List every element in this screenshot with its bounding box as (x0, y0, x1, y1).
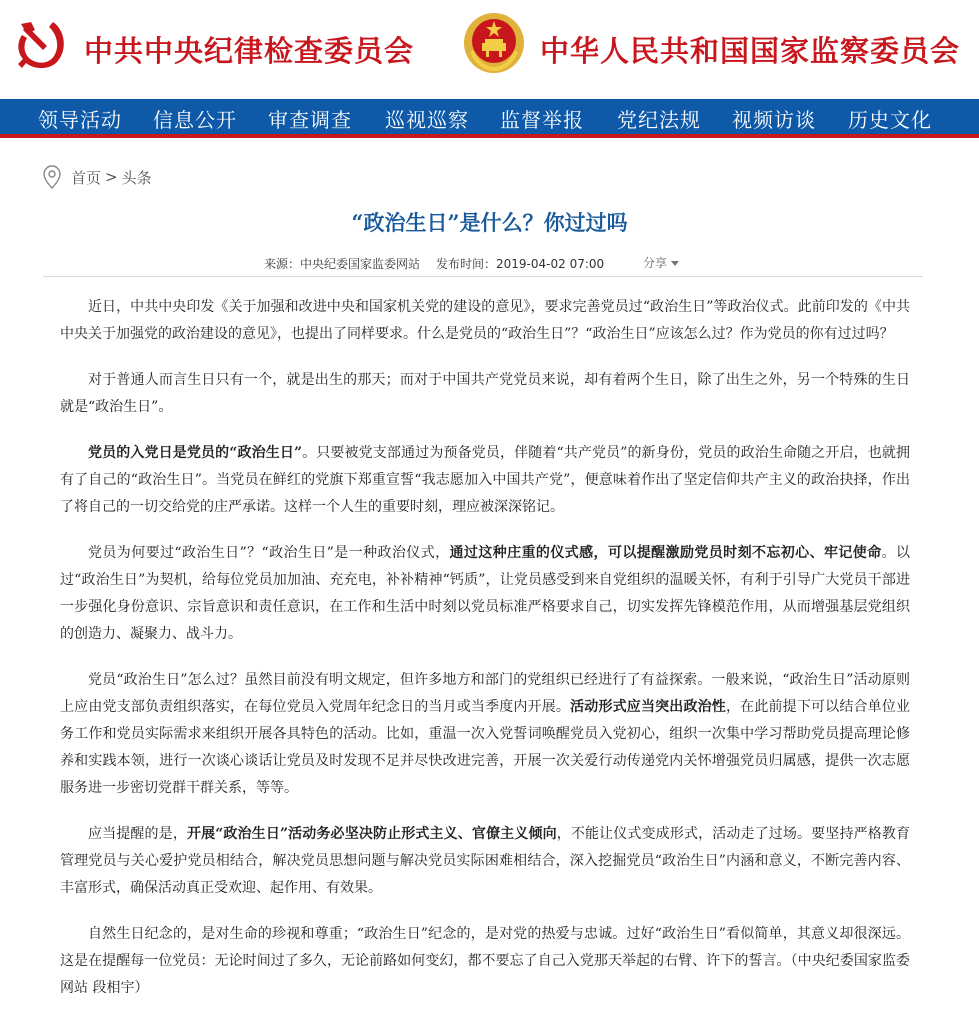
brand-ccdi-title[interactable]: 中共中央纪律检查委员会 (84, 34, 415, 68)
paragraph-text: 党员“政治生日”怎么过？虽然目前没有明文规定，但许多地方和部门的党组织已经进行了有益探索。一般来说，“政治生日”活动原则上应由党支部负责组织落实，在每位党员入党周年纪念日的当月或当季度内开展。 (60, 672, 910, 715)
paragraph-text: 党员为何要过“政治生日”？“政治生日”是一种政治仪式， (88, 545, 450, 561)
location-pin-icon (43, 165, 61, 189)
share-button[interactable] (643, 254, 679, 271)
paragraph-bold-text: 活动形式应当突出政治性 (570, 699, 726, 715)
paragraph-bold-text: 通过这种庄重的仪式感，可以提醒激励党员时刻不忘初心、牢记使命 (449, 545, 882, 561)
article-source (264, 255, 420, 272)
main-nav (0, 99, 979, 138)
caret-down-icon (671, 261, 679, 266)
time-value: 2019-04-02 07:00 (496, 257, 605, 271)
paragraph-text: ，在此前提下可以结合单位业务工作和党员实际需求来组织开展各具特色的活动。比如，重温一次入党誓词唤醒党员入党初心，组织一次集中学习帮助党员提高理论修养和实践本领，进行一次谈心谈话让党员及时发现不足并尽快改进完善，开展一次关爱行动传递党内关怀增强党员归属感，提供一次志愿服务进一步密切党群干群关系，等等。 (60, 699, 911, 796)
article-publish-time (436, 255, 604, 272)
paragraph-text: 。以过“政治生日”为契机，给每位党员加加油、充充电，补补精神“钙质”，让党员感受到来自党组织的温暖关怀，有利于引导广大党员干部进一步强化身份意识、宗旨意识和责任意识，在工作和生活中时刻以党员标准严格要求自己，切实发挥先锋模范作用，从而增强基层党组织的创造力、凝聚力、战斗力。 (60, 545, 911, 642)
article-title: “政治生日”是什么？你过过吗 (351, 210, 628, 235)
article-paragraph (60, 367, 910, 421)
paragraph-text: 自然生日纪念的，是对生命的珍视和尊重；“政治生日”纪念的，是对党的热爱与忠诚。过好“政治生日”看似简单，其意义却很深远。这是在提醒每一位党员：无论时间过了多久，无论前路如何变幻，都不要忘了自己入党那天举起的右臂、许下的誓言。（中央纪委国家监委网站 段相宇） (60, 926, 910, 996)
breadcrumb-home-link[interactable]: 首页 (71, 168, 102, 187)
article-paragraph (60, 667, 910, 802)
nav-item-investigation[interactable]: 审查调查 (268, 108, 352, 132)
paragraph-text: 应当提醒的是， (88, 826, 187, 842)
nav-item-info-disclosure[interactable]: 信息公开 (153, 108, 237, 132)
article-body (60, 294, 910, 1021)
paragraph-text: 对于普通人而言生日只有一个，就是出生的那天；而对于中国共产党党员来说，却有着两个生日，除了出生之外，另一个特殊的生日就是“政治生日”。 (60, 372, 910, 415)
site-header (0, 0, 979, 99)
nav-item-video[interactable]: 视频访谈 (732, 108, 816, 132)
party-emblem-icon (13, 16, 71, 74)
nav-item-leadership[interactable]: 领导活动 (38, 108, 122, 132)
nav-item-history[interactable]: 历史文化 (848, 108, 932, 132)
article-paragraph (60, 921, 910, 1002)
breadcrumb-current[interactable]: 头条 (121, 168, 152, 187)
national-emblem-icon (462, 11, 526, 75)
paragraph-bold-text: 开展“政治生日”活动务必坚决防止形式主义、官僚主义倾向 (186, 826, 557, 842)
article-paragraph (60, 440, 910, 521)
nav-item-report[interactable]: 监督举报 (500, 108, 584, 132)
paragraph-text: 近日，中共中央印发《关于加强和改进中央和国家机关党的建设的意见》，要求完善党员过“政治生日”等政治仪式。此前印发的《中共中央关于加强党的政治建设的意见》，也提出了同样要求。什么是党员的“政治生日”？“政治生日”应该怎么过？作为党员的你有过过吗？ (60, 299, 910, 342)
paragraph-bold-text: 党员的入党日是党员的“政治生日” (88, 445, 303, 461)
nav-item-inspection[interactable]: 巡视巡察 (385, 108, 469, 132)
time-label: 发布时间： (436, 257, 497, 271)
title-divider (43, 276, 923, 277)
paragraph-text: 。只要被党支部通过为预备党员，伴随着“共产党员”的新身份，党员的政治生命随之开启，也就拥有了自己的“政治生日”。当党员在鲜红的党旗下郑重宣誓“我志愿加入中国共产党”，便意味着作出了坚定信仰共产主义的政治抉择，作出了将自己的一切交给党的庄严承诺。这样一个人生的重要时刻，理应被深深铭记。 (60, 445, 910, 515)
nav-item-regulations[interactable]: 党纪法规 (617, 108, 701, 132)
source-value: 中央纪委国家监委网站 (300, 257, 421, 271)
breadcrumb (43, 164, 152, 190)
article-paragraph (60, 540, 910, 648)
article-paragraph (60, 821, 910, 902)
article-paragraph (60, 294, 910, 348)
breadcrumb-separator: > (105, 168, 118, 186)
paragraph-text: ，不能让仪式变成形式，活动走了过场。要坚持严格教育管理党员与关心爱护党员相结合，解决党员思想问题与解决党员实际困难相结合，深入挖掘党员“政治生日”内涵和意义，不断完善内容、丰富形式，确保活动真正受欢迎、起作用、有效果。 (60, 826, 910, 896)
source-label: 来源： (264, 257, 301, 271)
share-label: 分享 (643, 256, 668, 270)
brand-nsc-title[interactable]: 中华人民共和国国家监察委员会 (540, 34, 961, 68)
